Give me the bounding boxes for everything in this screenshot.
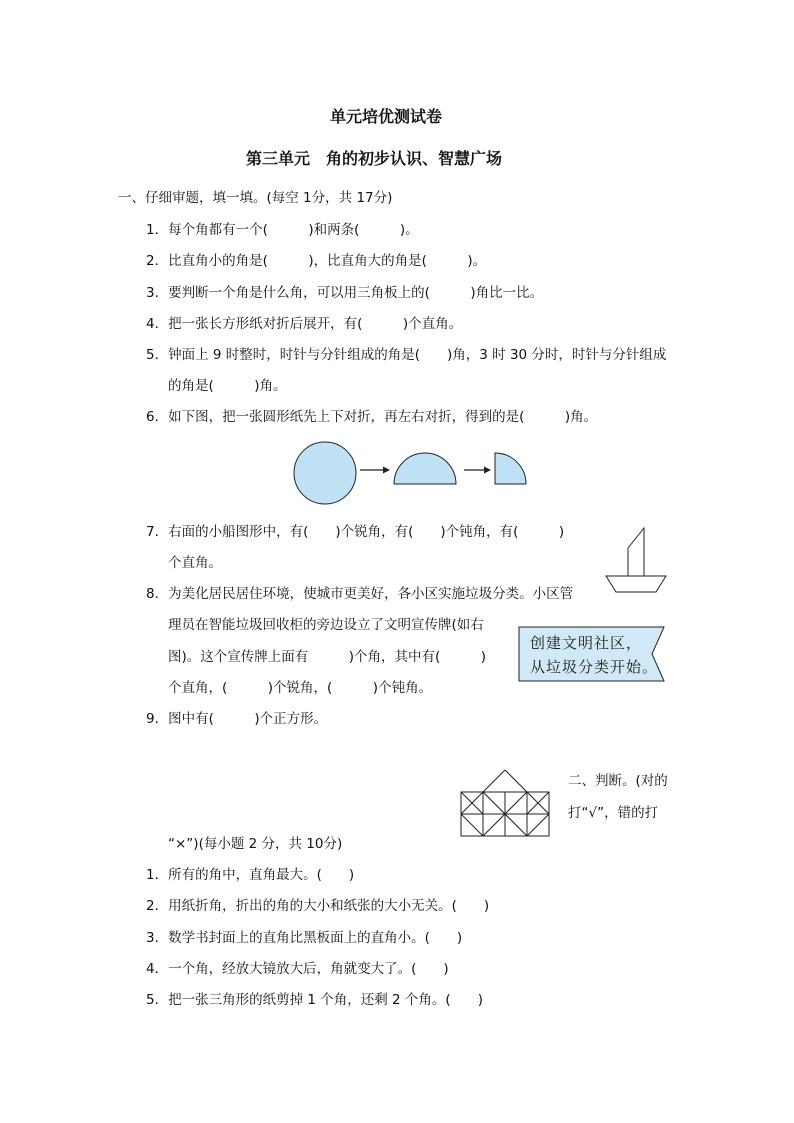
question-2-2: 2．用纸折角，折出的角的大小和纸张的大小无关。( ) bbox=[146, 898, 490, 914]
propaganda-sign bbox=[518, 626, 668, 682]
boat-figure bbox=[604, 526, 694, 606]
section2-heading-line3: “×”)(每小题 2 分，共 10分) bbox=[168, 836, 343, 852]
page-subtitle: 第三单元 角的初步认识、智慧广场 bbox=[246, 149, 503, 168]
sign-text-line2: 从垃圾分类开始。 bbox=[530, 658, 659, 676]
question-1-8-line2: 理员在智能垃圾回收柜的旁边设立了文明宣传牌(如右 bbox=[168, 617, 484, 633]
question-1-8-line3: 图)。这个宣传牌上面有 )个角，其中有( ) bbox=[168, 649, 487, 665]
question-1-3: 3．要判断一个角是什么角，可以用三角板上的( )角比一比。 bbox=[146, 285, 544, 301]
question-1-7-line2: 个直角。 bbox=[168, 555, 222, 571]
question-1-1: 1．每个角都有一个( )和两条( )。 bbox=[146, 222, 419, 238]
question-1-9: 9．图中有( )个正方形。 bbox=[146, 711, 328, 727]
section1-heading: 一、仔细审题，填一填。(每空 1分，共 17分) bbox=[118, 190, 393, 206]
question-2-4: 4．一个角，经放大镜放大后，角就变大了。( ) bbox=[146, 961, 449, 977]
half-circle bbox=[394, 453, 456, 484]
question-1-8-line1: 8．为美化居民居住环境，使城市更美好，各小区实施垃圾分类。小区管 bbox=[146, 586, 574, 602]
question-1-7-line1: 7．右面的小船图形中，有( )个锐角，有( )个钝角，有( ) bbox=[146, 524, 565, 540]
arrow-1-head bbox=[383, 467, 390, 474]
question-1-5-line2: 的角是( )角。 bbox=[168, 378, 287, 394]
question-1-4: 4．把一张长方形纸对折后展开，有( )个直角。 bbox=[146, 316, 463, 332]
question-2-1: 1．所有的角中，直角最大。( ) bbox=[146, 867, 355, 883]
quarter-circle bbox=[495, 453, 526, 484]
section2-heading-line1: 二、判断。(对的 bbox=[568, 773, 668, 789]
question-1-8-line4: 个直角，( )个锐角，( )个钝角。 bbox=[168, 680, 433, 696]
squares-figure bbox=[460, 770, 552, 842]
question-2-5: 5．把一张三角形的纸剪掉 1 个角，还剩 2 个角。( ) bbox=[146, 992, 483, 1008]
boat-hull bbox=[606, 576, 666, 592]
arrow-2-head bbox=[484, 467, 491, 474]
page-title: 单元培优测试卷 bbox=[330, 107, 443, 126]
boat-sail bbox=[628, 528, 644, 576]
question-2-3: 3．数学书封面上的直角比黑板面上的直角小。( ) bbox=[146, 930, 463, 946]
section2-heading-line2: 打“√”，错的打 bbox=[568, 805, 659, 821]
sign-text-line1: 创建文明社区， bbox=[530, 634, 643, 652]
full-circle bbox=[294, 442, 356, 504]
question-1-6: 6．如下图，把一张圆形纸先上下对折，再左右对折，得到的是( )角。 bbox=[146, 409, 598, 425]
circle-folding-figure bbox=[290, 438, 530, 508]
question-1-2: 2．比直角小的角是( )，比直角大的角是( )。 bbox=[146, 253, 487, 269]
question-1-5-line1: 5．钟面上 9 时整时，时针与分针组成的角是( )角，3 时 30 分时，时针与分针组成 bbox=[146, 347, 667, 363]
